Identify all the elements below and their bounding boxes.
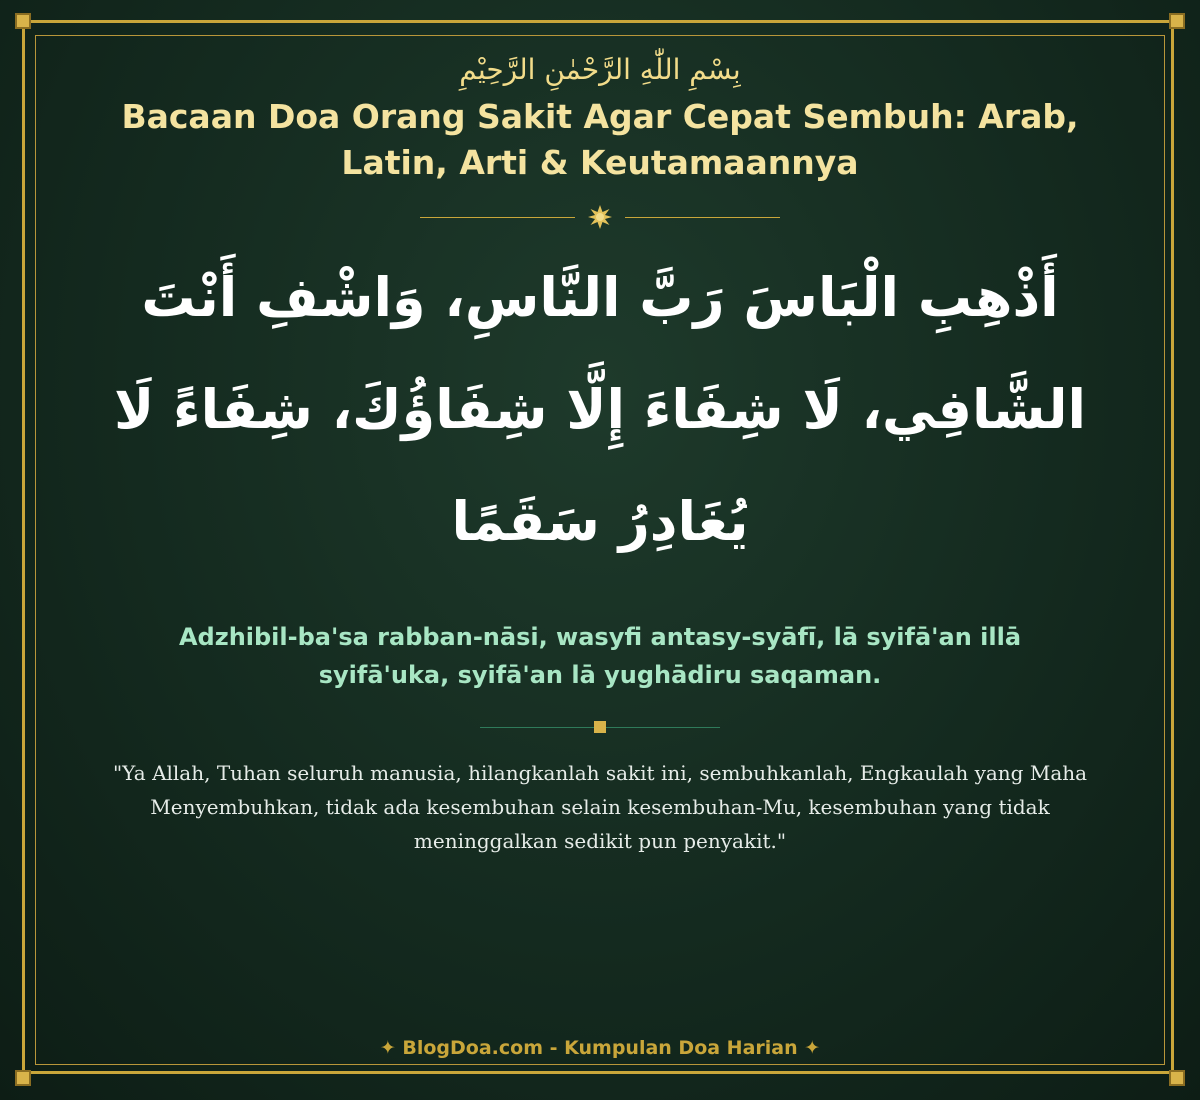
star-ornament-icon	[585, 202, 615, 232]
corner-ornament-icon	[15, 1070, 31, 1086]
main-content	[60, 50, 1140, 858]
square-ornament-icon	[594, 721, 606, 733]
corner-ornament-icon	[1169, 1070, 1185, 1086]
translation-text: "Ya Allah, Tuhan seluruh manusia, hilangkanlah sakit ini, sembuhkanlah, Engkaulah yang Maha Menyembuhkan, tidak ada kesembuhan selain kesembuhan-Mu, kesembuhan yang tidak meninggalkan sedikit pun penyakit."	[112, 761, 1088, 853]
page-title: Bacaan Doa Orang Sakit Agar Cepat Sembuh: Arab, Latin, Arti & Keutamaannya	[121, 97, 1079, 182]
corner-ornament-icon	[15, 13, 31, 29]
divider-line-right	[625, 217, 780, 218]
footer-credit: ✦ BlogDoa.com - Kumpulan Doa Harian ✦	[379, 1037, 821, 1059]
title-divider	[60, 202, 1140, 232]
corner-ornament-icon	[1169, 13, 1185, 29]
latin-transliteration: Adzhibil-ba'sa rabban-nāsi, wasyfi antasy-syāfī, lā syifā'an illā syifā'uka, syifā'an lā yughādiru saqaman.	[178, 623, 1022, 689]
section-divider	[480, 718, 720, 738]
basmalah: بِسْمِ اللّٰهِ الرَّحْمٰنِ الرَّحِيْمِ	[459, 53, 741, 86]
divider-line-left	[420, 217, 575, 218]
arabic-prayer-text: أَذْهِبِ الْبَاسَ رَبَّ النَّاسِ، وَاشْفِ أَنْتَ الشَّافِي، لَا شِفَاءَ إِلَّا شِفَاؤُكَ، شِفَاءً لَا يُغَادِرُ سَقَمًا	[114, 266, 1086, 553]
